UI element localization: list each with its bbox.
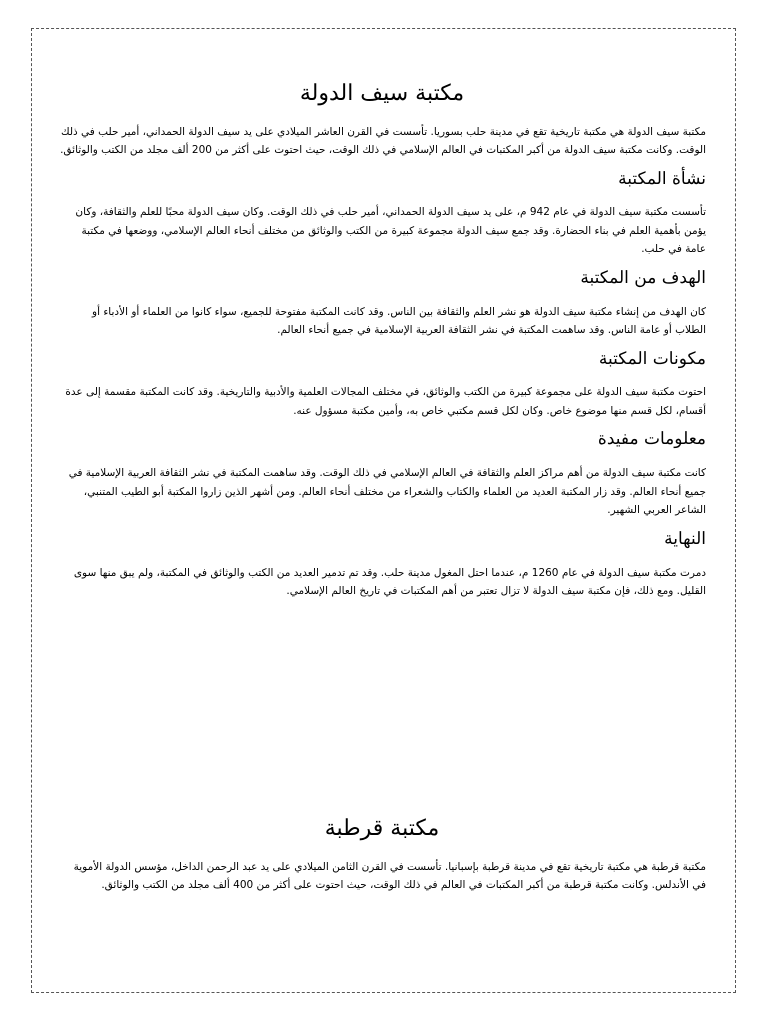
section-founding bbox=[58, 168, 706, 259]
section-useful-info bbox=[58, 428, 706, 519]
section-paragraph: احتوت مكتبة سيف الدولة على مجموعة كبيرة من الكتب والوثائق، في مختلف المجالات العلمية والأدبية والتاريخية. وقد كانت المكتبة مقسمة إلى عدة أقسام، لكل قسم منها موضوع خاص. وكان لكل قسم مكتبي خاص به، وأمين مكتبة مسؤول عنه. bbox=[65, 386, 706, 417]
section-heading: النهاية bbox=[664, 528, 706, 549]
section-paragraph: كان الهدف من إنشاء مكتبة سيف الدولة هو نشر العلم والثقافة بين الناس. وقد كانت المكتبة مفتوحة للجميع، سواء كانوا من العلماء أو الأدباء أو الطلاب أو عامة الناس. وقد ساهمت المكتبة في نشر الثقافة العربية الإسلامية في جميع أنحاء العالم. bbox=[92, 305, 706, 337]
second-document-body bbox=[58, 815, 706, 903]
document-body bbox=[58, 80, 706, 609]
section-heading: نشأة المكتبة bbox=[618, 168, 706, 189]
second-intro-paragraph: مكتبة قرطبة هي مكتبة تاريخية تقع في مدينة قرطبة بإسبانيا. تأسست في القرن الثامن الميلادي على يد عبد الرحمن الداخل، مؤسس الدولة الأموية في الأندلس. وكانت مكتبة قرطبة من أكبر المكتبات في العالم في ذلك الوقت، حيث احتوت على أكثر من 400 ألف مجلد من الكتب والوثائق. bbox=[73, 860, 706, 892]
intro-paragraph: مكتبة سيف الدولة هي مكتبة تاريخية تقع في مدينة حلب بسوريا. تأسست في القرن العاشر الميلادي على يد سيف الدولة الحمداني، أمير حلب في ذلك الوقت. وكانت مكتبة سيف الدولة من أكبر المكتبات في العالم الإسلامي في ذلك الوقت، حيث احتوت على أكثر من 200 ألف مجلد من الكتب والوثائق. bbox=[60, 125, 706, 157]
section-components bbox=[58, 348, 706, 421]
section-paragraph: تأسست مكتبة سيف الدولة في عام 942 م، على يد سيف الدولة الحمداني، أمير حلب في ذلك الوقت. وكان سيف الدولة محبًا للعلم والثقافة، وكان يؤمن بأهمية العلم في بناء الحضارة. وقد جمع سيف الدولة مجموعة كبيرة من الكتب والوثائق من مختلف أنحاء العالم الإسلامي، ووضعها في مكتبة عامة في حلب. bbox=[75, 206, 706, 256]
section-paragraph: دمرت مكتبة سيف الدولة في عام 1260 م، عندما احتل المغول مدينة حلب. وقد تم تدمير العديد من الكتب والوثائق في المكتبة، ولم يبق منها سوى القليل. ومع ذلك، فإن مكتبة سيف الدولة لا تزال تعتبر من أهم المكتبات في تاريخ العالم الإسلامي. bbox=[73, 566, 706, 598]
section-heading: معلومات مفيدة bbox=[597, 429, 706, 450]
section-paragraph: كانت مكتبة سيف الدولة من أهم مراكز العلم والثقافة في العالم الإسلامي في ذلك الوقت. وقد ساهمت المكتبة في نشر الثقافة العربية الإسلامية في جميع أنحاء العالم. وقد زار المكتبة العديد من العلماء والكتاب والشعراء من مختلف أنحاء العالم. ومن أشهر الذين زاروا المكتبة أبو الطيب المتنبي، الشاعر العربي الشهير. bbox=[68, 467, 706, 517]
section-heading: الهدف من المكتبة bbox=[580, 267, 706, 288]
second-document-title: مكتبة قرطبة bbox=[324, 816, 440, 841]
section-heading: مكونات المكتبة bbox=[598, 348, 706, 369]
document-title: مكتبة سيف الدولة bbox=[299, 81, 465, 106]
section-purpose bbox=[58, 267, 706, 340]
section-ending bbox=[58, 528, 706, 601]
